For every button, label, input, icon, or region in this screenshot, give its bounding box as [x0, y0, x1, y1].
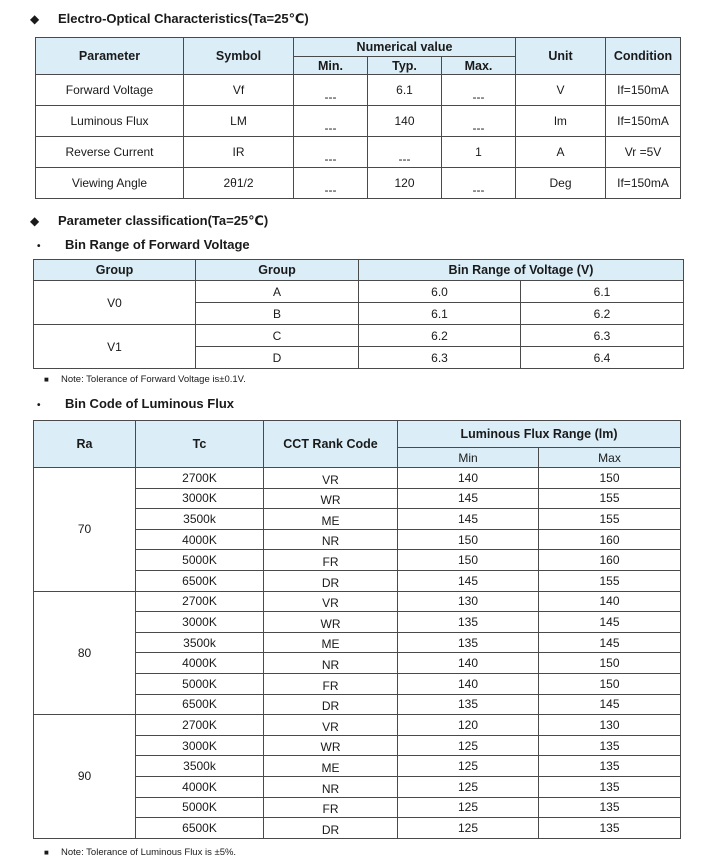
- cell-typ: 6.1: [368, 75, 442, 106]
- cell-bin-min: 6.0: [359, 281, 521, 303]
- cell-flux-min: 150: [398, 529, 539, 550]
- cell-cct-code: VR: [264, 715, 398, 736]
- cell-min: ---: [294, 106, 368, 137]
- header-symbol: Symbol: [184, 38, 294, 75]
- cell-flux-max: 135: [539, 756, 681, 777]
- cell-ra: 70: [34, 468, 136, 592]
- cell-flux-min: 135: [398, 632, 539, 653]
- cell-cct-code: FR: [264, 797, 398, 818]
- cell-parameter: Forward Voltage: [36, 75, 184, 106]
- square-bullet-icon: ■: [44, 848, 49, 857]
- cell-max: ---: [442, 75, 516, 106]
- cell-min: ---: [294, 168, 368, 199]
- header-typ: Typ.: [368, 57, 442, 75]
- section-title: Electro-Optical Characteristics(Ta=25℃): [58, 11, 309, 26]
- cell-tc: 2700K: [136, 468, 264, 489]
- cell-cct-code: FR: [264, 550, 398, 571]
- cell-cct-code: DR: [264, 694, 398, 715]
- cell-tc: 3000K: [136, 735, 264, 756]
- subheading-title: Bin Code of Luminous Flux: [65, 396, 234, 411]
- header-tc: Tc: [136, 421, 264, 468]
- cell-bin-min: 6.1: [359, 303, 521, 325]
- cell-flux-max: 145: [539, 612, 681, 633]
- cell-symbol: 2θ1/2: [184, 168, 294, 199]
- cell-flux-max: 155: [539, 488, 681, 509]
- section-title: Parameter classification(Ta=25℃): [58, 213, 269, 228]
- cell-cct-code: ME: [264, 756, 398, 777]
- cell-flux-max: 155: [539, 570, 681, 591]
- header-bin-range: Bin Range of Voltage (V): [359, 260, 684, 281]
- dot-bullet-icon: •: [37, 241, 41, 252]
- cell-tc: 3500k: [136, 509, 264, 530]
- header-luminous-flux-range: Luminous Flux Range (lm): [398, 421, 681, 448]
- table-row: [36, 106, 681, 137]
- header-max: Max.: [442, 57, 516, 75]
- cell-bin-min: 6.3: [359, 347, 521, 369]
- cell-cct-code: DR: [264, 818, 398, 839]
- cell-unit: Deg: [516, 168, 606, 199]
- cell-tc: 2700K: [136, 591, 264, 612]
- header-condition: Condition: [606, 38, 681, 75]
- cell-cct-code: ME: [264, 509, 398, 530]
- cell-flux-max: 135: [539, 776, 681, 797]
- subheading-forward-voltage: [37, 237, 250, 252]
- cell-bin-code: A: [196, 281, 359, 303]
- cell-flux-max: 150: [539, 468, 681, 489]
- header-numerical-value: Numerical value: [294, 38, 516, 57]
- cell-cct-code: NR: [264, 529, 398, 550]
- cell-flux-max: 160: [539, 529, 681, 550]
- table-row: [34, 468, 681, 489]
- cell-flux-min: 140: [398, 673, 539, 694]
- cell-cct-code: FR: [264, 673, 398, 694]
- cell-condition: If=150mA: [606, 106, 681, 137]
- luminous-flux-bin-table: [33, 420, 681, 839]
- cell-tc: 5000K: [136, 673, 264, 694]
- header-max: Max: [539, 448, 681, 468]
- cell-tc: 4000K: [136, 653, 264, 674]
- dot-bullet-icon: •: [37, 400, 41, 411]
- cell-flux-min: 125: [398, 735, 539, 756]
- cell-flux-max: 135: [539, 818, 681, 839]
- diamond-bullet-icon: ◆: [30, 214, 40, 228]
- cell-flux-max: 135: [539, 797, 681, 818]
- cell-tc: 3500k: [136, 632, 264, 653]
- cell-flux-max: 140: [539, 591, 681, 612]
- cell-flux-max: 150: [539, 673, 681, 694]
- subheading-luminous-flux: [37, 396, 234, 411]
- cell-cct-code: WR: [264, 735, 398, 756]
- note-forward-voltage: [44, 374, 246, 385]
- cell-flux-max: 135: [539, 735, 681, 756]
- cell-tc: 6500K: [136, 694, 264, 715]
- cell-group: V0: [34, 281, 196, 325]
- cell-max: ---: [442, 106, 516, 137]
- cell-tc: 4000K: [136, 776, 264, 797]
- cell-bin-code: B: [196, 303, 359, 325]
- header-unit: Unit: [516, 38, 606, 75]
- cell-bin-max: 6.1: [521, 281, 684, 303]
- table-row: [34, 591, 681, 612]
- cell-cct-code: VR: [264, 468, 398, 489]
- cell-flux-min: 145: [398, 509, 539, 530]
- cell-bin-code: C: [196, 325, 359, 347]
- cell-ra: 80: [34, 591, 136, 715]
- cell-symbol: IR: [184, 137, 294, 168]
- note-text: Note: Tolerance of Luminous Flux is ±5%.: [61, 847, 237, 858]
- cell-condition: If=150mA: [606, 75, 681, 106]
- header-group: Group: [34, 260, 196, 281]
- cell-flux-min: 145: [398, 488, 539, 509]
- cell-ra: 90: [34, 715, 136, 839]
- cell-unit: A: [516, 137, 606, 168]
- table-row: [36, 75, 681, 106]
- cell-cct-code: WR: [264, 612, 398, 633]
- header-min: Min: [398, 448, 539, 468]
- cell-cct-code: WR: [264, 488, 398, 509]
- cell-typ: ---: [368, 137, 442, 168]
- cell-parameter: Reverse Current: [36, 137, 184, 168]
- section-heading-electro-optical: [30, 11, 309, 27]
- header-cct-rank-code: CCT Rank Code: [264, 421, 398, 468]
- cell-tc: 5000K: [136, 550, 264, 571]
- cell-flux-min: 140: [398, 468, 539, 489]
- cell-min: ---: [294, 75, 368, 106]
- cell-parameter: Luminous Flux: [36, 106, 184, 137]
- table-row: [34, 715, 681, 736]
- cell-tc: 5000K: [136, 797, 264, 818]
- note-text: Note: Tolerance of Forward Voltage is±0.1V.: [61, 374, 246, 385]
- table-row: [36, 168, 681, 199]
- table-row: [36, 137, 681, 168]
- cell-flux-min: 140: [398, 653, 539, 674]
- header-parameter: Parameter: [36, 38, 184, 75]
- cell-tc: 2700K: [136, 715, 264, 736]
- cell-flux-max: 160: [539, 550, 681, 571]
- cell-cct-code: NR: [264, 776, 398, 797]
- cell-cct-code: NR: [264, 653, 398, 674]
- forward-voltage-bin-table: [33, 259, 684, 369]
- cell-tc: 3000K: [136, 488, 264, 509]
- cell-symbol: Vf: [184, 75, 294, 106]
- cell-flux-min: 125: [398, 756, 539, 777]
- cell-tc: 4000K: [136, 529, 264, 550]
- cell-typ: 120: [368, 168, 442, 199]
- cell-condition: If=150mA: [606, 168, 681, 199]
- cell-flux-max: 150: [539, 653, 681, 674]
- cell-condition: Vr =5V: [606, 137, 681, 168]
- cell-tc: 3000K: [136, 612, 264, 633]
- header-group-code: Group: [196, 260, 359, 281]
- cell-bin-max: 6.2: [521, 303, 684, 325]
- cell-group: V1: [34, 325, 196, 369]
- cell-cct-code: DR: [264, 570, 398, 591]
- cell-bin-max: 6.3: [521, 325, 684, 347]
- cell-flux-min: 130: [398, 591, 539, 612]
- cell-flux-min: 125: [398, 776, 539, 797]
- header-min: Min.: [294, 57, 368, 75]
- cell-flux-max: 155: [539, 509, 681, 530]
- cell-symbol: LM: [184, 106, 294, 137]
- cell-flux-min: 135: [398, 612, 539, 633]
- cell-typ: 140: [368, 106, 442, 137]
- cell-max: 1: [442, 137, 516, 168]
- cell-tc: 6500K: [136, 818, 264, 839]
- cell-cct-code: VR: [264, 591, 398, 612]
- cell-flux-min: 135: [398, 694, 539, 715]
- cell-tc: 3500k: [136, 756, 264, 777]
- cell-bin-max: 6.4: [521, 347, 684, 369]
- cell-unit: V: [516, 75, 606, 106]
- cell-max: ---: [442, 168, 516, 199]
- cell-cct-code: ME: [264, 632, 398, 653]
- header-ra: Ra: [34, 421, 136, 468]
- cell-flux-max: 145: [539, 694, 681, 715]
- square-bullet-icon: ■: [44, 375, 49, 384]
- subheading-title: Bin Range of Forward Voltage: [65, 237, 250, 252]
- cell-unit: lm: [516, 106, 606, 137]
- note-luminous-flux: [44, 847, 236, 858]
- electro-optical-table: [35, 37, 681, 199]
- cell-flux-min: 145: [398, 570, 539, 591]
- cell-flux-min: 125: [398, 797, 539, 818]
- cell-flux-max: 145: [539, 632, 681, 653]
- cell-bin-min: 6.2: [359, 325, 521, 347]
- cell-flux-max: 130: [539, 715, 681, 736]
- cell-min: ---: [294, 137, 368, 168]
- section-heading-parameter-classification: [30, 213, 268, 229]
- cell-flux-min: 120: [398, 715, 539, 736]
- cell-parameter: Viewing Angle: [36, 168, 184, 199]
- table-row: [34, 325, 684, 347]
- table-row: [34, 281, 684, 303]
- cell-bin-code: D: [196, 347, 359, 369]
- cell-flux-min: 125: [398, 818, 539, 839]
- cell-tc: 6500K: [136, 570, 264, 591]
- diamond-bullet-icon: ◆: [30, 12, 40, 26]
- cell-flux-min: 150: [398, 550, 539, 571]
